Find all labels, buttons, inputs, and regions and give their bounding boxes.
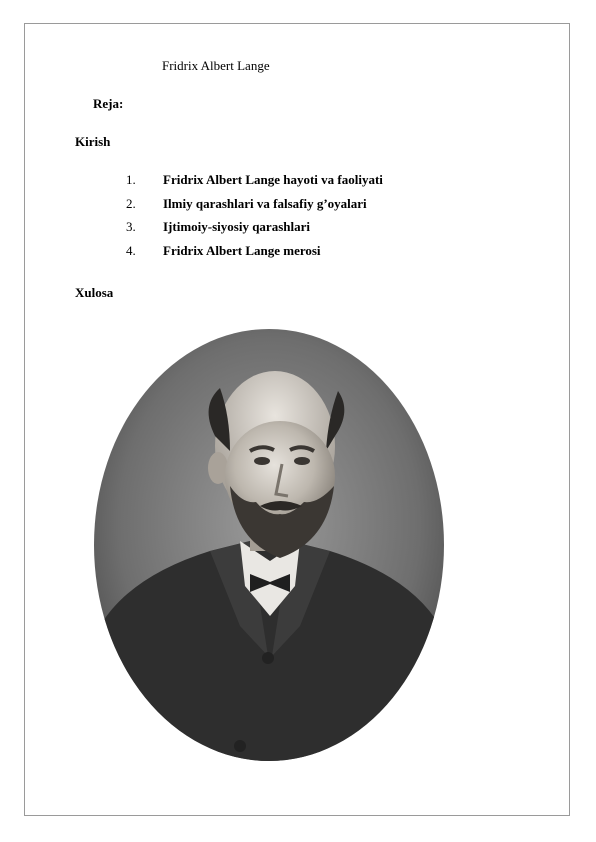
plan-label: Reja: bbox=[93, 96, 124, 111]
list-item-number: 4. bbox=[126, 242, 136, 258]
list-item-number: 3. bbox=[126, 219, 136, 234]
list-item-text: Ilmiy qarashlari va falsafiy g’oyalari bbox=[163, 195, 367, 211]
conclusion-label: Xulosa bbox=[75, 285, 114, 300]
document-title: Fridrix Albert Lange bbox=[162, 58, 270, 73]
list-item-text: Ijtimoiy-siyosiy qarashlari bbox=[163, 219, 310, 234]
portrait-photo bbox=[90, 326, 448, 764]
list-item-text: Fridrix Albert Lange merosi bbox=[163, 242, 321, 258]
list-item-number: 2. bbox=[126, 195, 136, 211]
intro-label: Kirish bbox=[75, 134, 111, 149]
list-item-text: Fridrix Albert Lange hayoti va faoliyati bbox=[163, 172, 383, 187]
list-item-number: 1. bbox=[126, 172, 136, 187]
